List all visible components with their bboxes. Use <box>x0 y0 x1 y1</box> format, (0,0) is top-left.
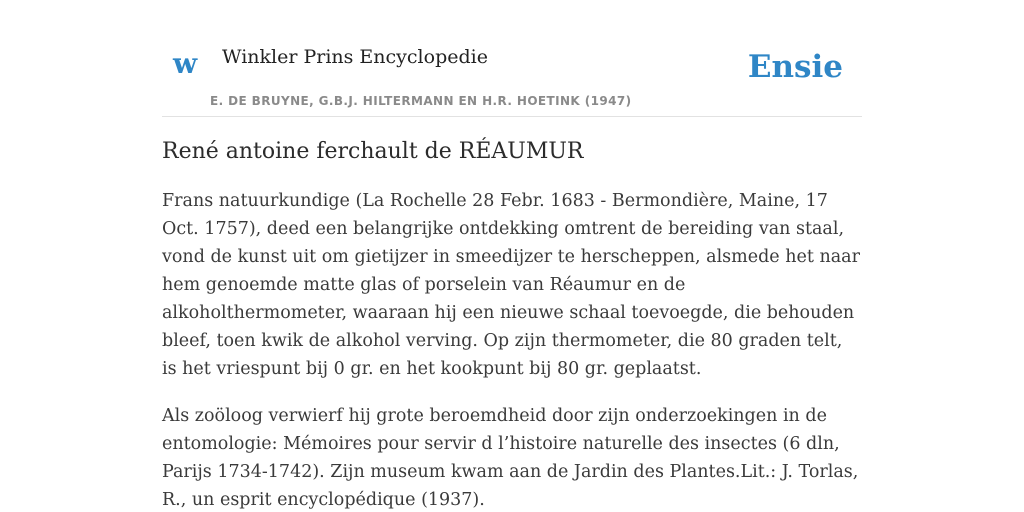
article-paragraph: Als zoöloog verwierf hij grote beroemdheid door zijn onderzoekingen in de entomologie: Mémoires pour servir d l’histoire naturelle des insectes (6 dln, Parijs 1734-1742). Zijn museum kwam aan de Jardin des Plantes.Lit.: J. Torlas, R., un esprit encyclopédique (1937). <box>162 405 859 510</box>
winkler-prins-logo[interactable]: w <box>173 47 198 80</box>
article-title: René antoine ferchault de RÉAUMUR <box>162 139 584 164</box>
article <box>162 138 862 512</box>
ensie-logo[interactable]: Ensie <box>747 49 843 85</box>
source-authors: E. DE BRUYNE, G.B.J. HILTERMANN EN H.R. HOETINK (1947) <box>210 94 632 108</box>
article-paragraph: Frans natuurkundige (La Rochelle 28 Febr. 1683 - Bermondière, Maine, 17 Oct. 1757), deed een belangrijke ontdekking omtrent de bereiding van staal, vond de kunst uit om gietijzer in smeedijzer te herscheppen, alsmede het naar hem genoemde matte glas of porselein van Réaumur en de alkoholthermometer, waaraan hij een nieuwe schaal toevoegde, die behouden bleef, toen kwik de alkohol verving. Op zijn thermometer, die 80 graden telt, is het vriespunt bij 0 gr. en het kookpunt bij 80 gr. geplaatst. <box>162 190 860 379</box>
site-header <box>162 0 862 117</box>
source-title[interactable]: Winkler Prins Encyclopedie <box>222 46 488 68</box>
